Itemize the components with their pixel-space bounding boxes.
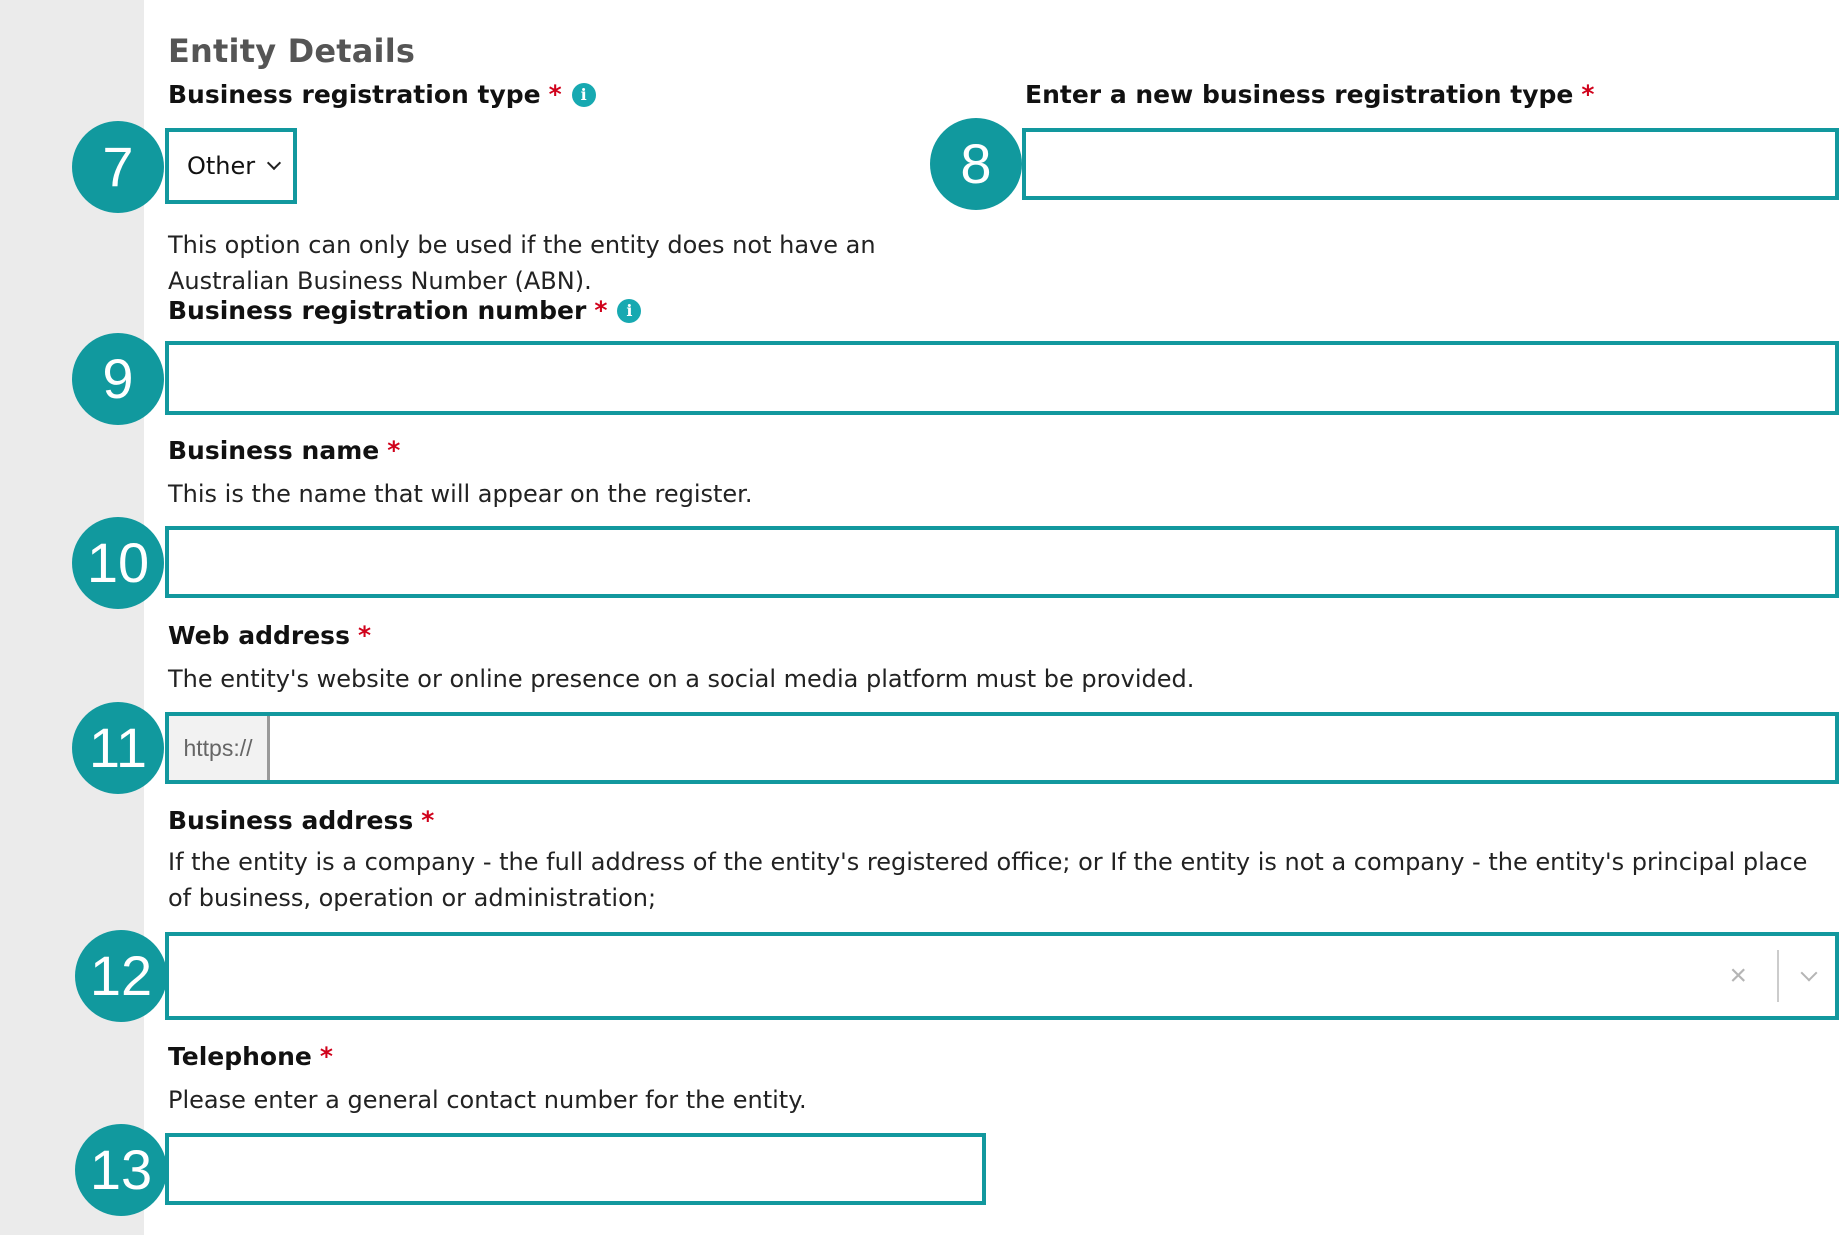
web-address-help: The entity's website or online presence on a social media platform must be provided. — [168, 665, 1195, 693]
business-address-label — [168, 806, 434, 835]
new-registration-type-label — [1025, 80, 1594, 109]
required-marker: * — [594, 296, 608, 325]
registration-number-label — [168, 296, 641, 325]
web-address-label-text: Web address — [168, 621, 350, 650]
required-marker: * — [387, 436, 401, 465]
info-icon[interactable]: i — [617, 299, 641, 323]
chevron-down-icon — [267, 156, 281, 170]
registration-number-label-text: Business registration number — [168, 296, 587, 325]
step-badge-11: 11 — [72, 702, 164, 794]
telephone-label — [168, 1042, 333, 1071]
required-marker: * — [548, 80, 562, 109]
step-badge-10: 10 — [72, 517, 164, 609]
step-badge-8: 8 — [930, 118, 1022, 210]
info-icon[interactable]: i — [572, 83, 596, 107]
business-name-label — [168, 436, 400, 465]
chevron-down-icon[interactable] — [1801, 965, 1818, 982]
url-prefix: https:// — [169, 716, 270, 780]
step-badge-13: 13 — [75, 1124, 167, 1216]
web-address-input[interactable] — [165, 712, 1839, 784]
business-address-help: If the entity is a company - the full address of the entity's registered office; or If the entity is not a company - the entity's principal place of business, operation or administration; — [168, 848, 1808, 912]
registration-type-selected-value: Other — [187, 152, 256, 180]
required-marker: * — [357, 621, 372, 650]
business-name-input[interactable] — [165, 526, 1839, 598]
indicator-separator — [1777, 950, 1779, 1002]
web-address-label — [168, 621, 371, 650]
business-name-label-text: Business name — [168, 436, 380, 465]
step-badge-12: 12 — [75, 930, 167, 1022]
step-badge-9: 9 — [72, 333, 164, 425]
telephone-help: Please enter a general contact number for the entity. — [168, 1086, 807, 1114]
required-marker: * — [319, 1042, 333, 1071]
new-registration-type-input[interactable] — [1022, 128, 1839, 200]
new-registration-type-label-text: Enter a new business registration type — [1025, 80, 1574, 109]
telephone-label-text: Telephone — [168, 1042, 312, 1071]
telephone-input[interactable] — [165, 1133, 986, 1205]
business-address-label-text: Business address — [168, 806, 414, 835]
registration-type-help: This option can only be used if the entity does not have an Australian Business Number (ABN). — [168, 231, 876, 295]
step-badge-7: 7 — [72, 121, 164, 213]
clear-icon[interactable]: × — [1729, 959, 1747, 992]
required-marker: * — [1581, 80, 1595, 109]
business-name-help: This is the name that will appear on the register. — [168, 480, 753, 508]
registration-type-label-text: Business registration type — [168, 80, 541, 109]
registration-number-input[interactable] — [165, 341, 1839, 415]
required-marker: * — [421, 806, 435, 835]
business-address-autocomplete[interactable] — [165, 932, 1839, 1020]
registration-type-select[interactable] — [165, 128, 297, 204]
registration-type-label — [168, 80, 596, 109]
section-title: Entity Details — [168, 32, 416, 70]
